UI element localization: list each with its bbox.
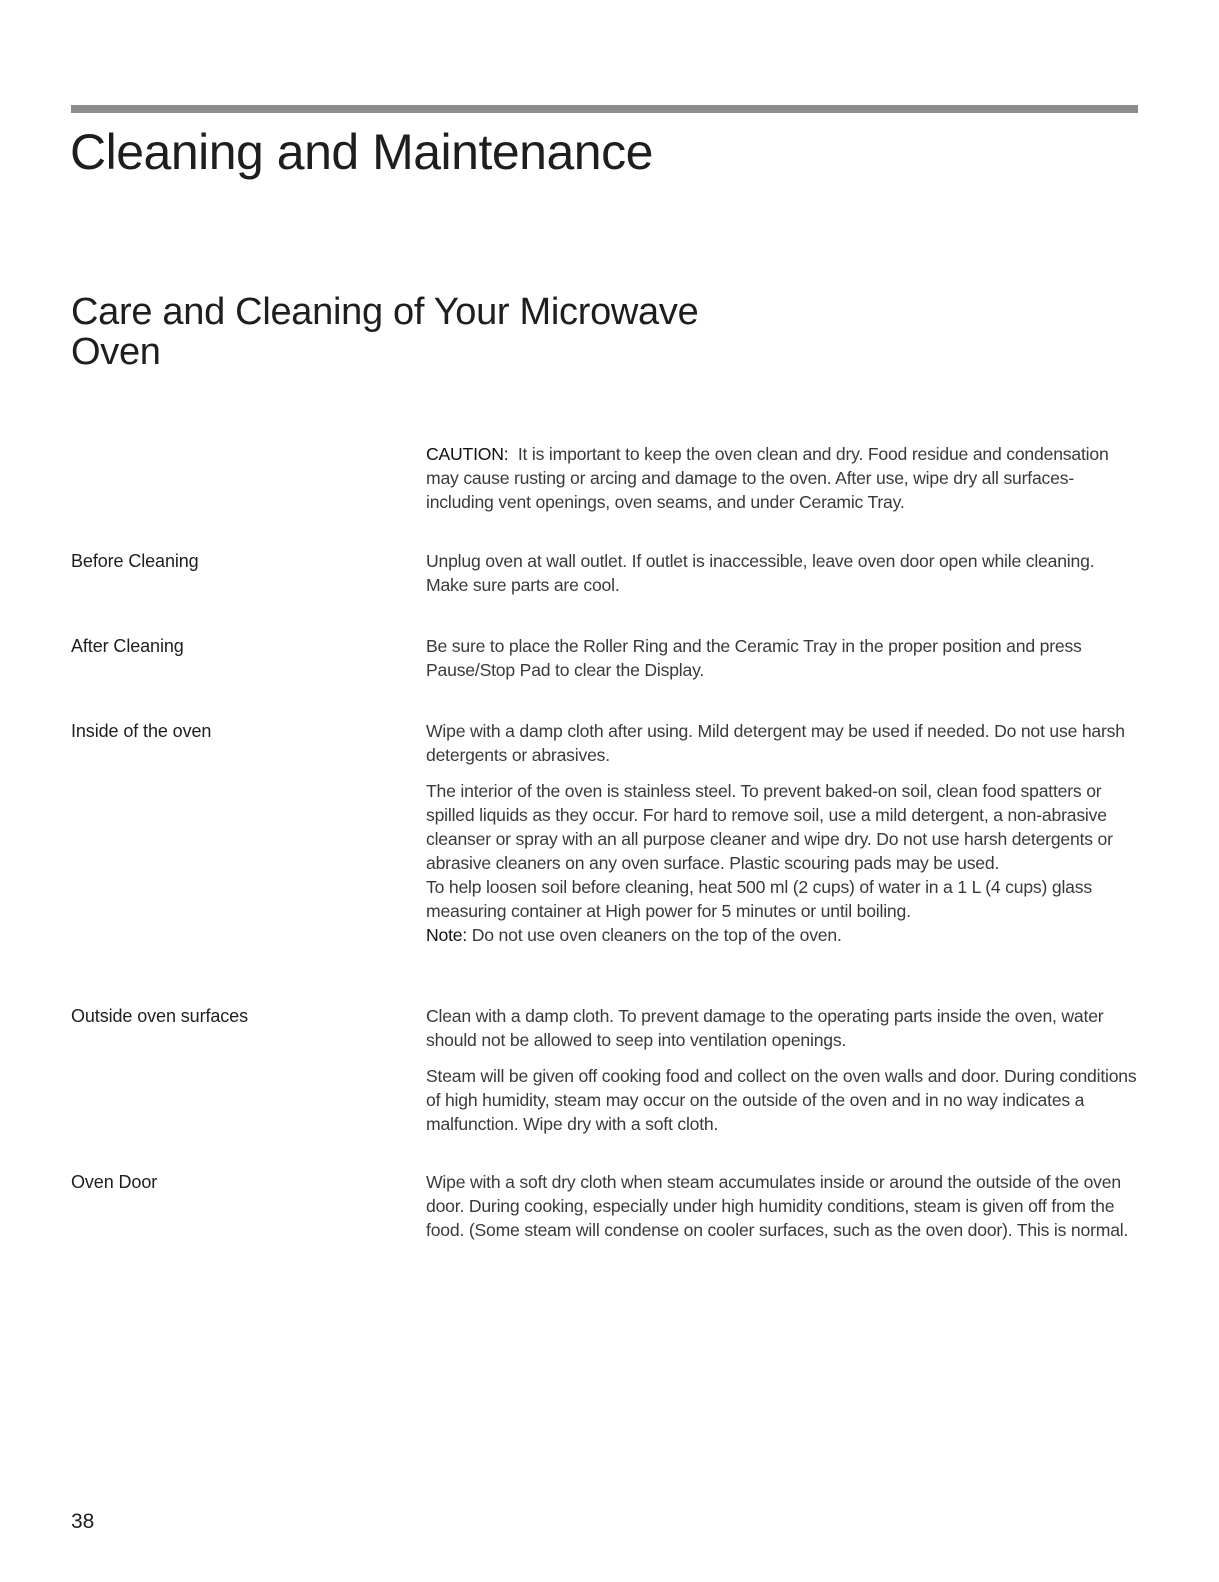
paragraph: Unplug oven at wall outlet. If outlet is inaccessible, leave oven door open while cleaning. Make sure parts are cool.	[426, 551, 1095, 595]
chapter-title: Cleaning and Maintenance	[70, 124, 653, 180]
section-inside-oven	[71, 719, 1137, 947]
section-label: Outside oven surfaces	[71, 1006, 248, 1026]
section-title: Care and Cleaning of Your Microwave Oven	[71, 291, 699, 373]
section-oven-door	[71, 1170, 1137, 1254]
paragraph: Wipe with a damp cloth after using. Mild detergent may be used if needed. Do not use harsh detergents or abrasives.	[426, 721, 1125, 765]
page-number: 38	[71, 1510, 95, 1533]
paragraph: Clean with a damp cloth. To prevent damage to the operating parts inside the oven, water should not be allowed to seep into ventilation openings.	[426, 1006, 1104, 1050]
section-label: After Cleaning	[71, 636, 184, 656]
paragraph: To help loosen soil before cleaning, heat 500 ml (2 cups) of water in a 1 L (4 cups) glass measuring container at High power for 5 minutes or until boiling.	[426, 877, 1092, 921]
note-label: Note:	[426, 925, 468, 945]
paragraph: The interior of the oven is stainless steel. To prevent baked-on soil, clean food spatters or spilled liquids as they occur. For hard to remove soil, use a mild detergent, a non-abrasive cleanser or spray with an all purpose cleaner and wipe dry. Do not use harsh detergents or abrasive cleaners on any oven surface. Plastic scouring pads may be used.	[426, 781, 1113, 873]
section-label: Oven Door	[71, 1172, 158, 1192]
header-rule	[71, 105, 1138, 113]
caution-label: CAUTION:	[426, 444, 509, 464]
section-before-cleaning	[71, 549, 1137, 609]
paragraph: Wipe with a soft dry cloth when steam accumulates inside or around the outside of the oven door. During cooking, especially under high humidity conditions, steam is given off from the food. (Some steam will condense on cooler surfaces, such as the oven door). This is normal.	[426, 1172, 1129, 1240]
note-text: Do not use oven cleaners on the top of the oven.	[471, 925, 842, 945]
paragraph: Be sure to place the Roller Ring and the Ceramic Tray in the proper position and press Pause/Stop Pad to clear the Display.	[426, 636, 1082, 680]
caution-block	[71, 442, 1137, 526]
section-label: Before Cleaning	[71, 551, 199, 571]
section-outside-surfaces	[71, 1004, 1137, 1148]
paragraph: Steam will be given off cooking food and collect on the oven walls and door. During conditions of high humidity, steam may occur on the outside of the oven and in no way indicates a malfunction. Wipe dry with a soft cloth.	[426, 1066, 1137, 1134]
section-label: Inside of the oven	[71, 721, 212, 741]
section-after-cleaning	[71, 634, 1137, 694]
caution-text: It is important to keep the oven clean and dry. Food residue and condensation may cause rusting or arcing and damage to the oven. After use, wipe dry all surfaces-including vent openings, oven seams, and under Ceramic Tray.	[426, 444, 1109, 512]
